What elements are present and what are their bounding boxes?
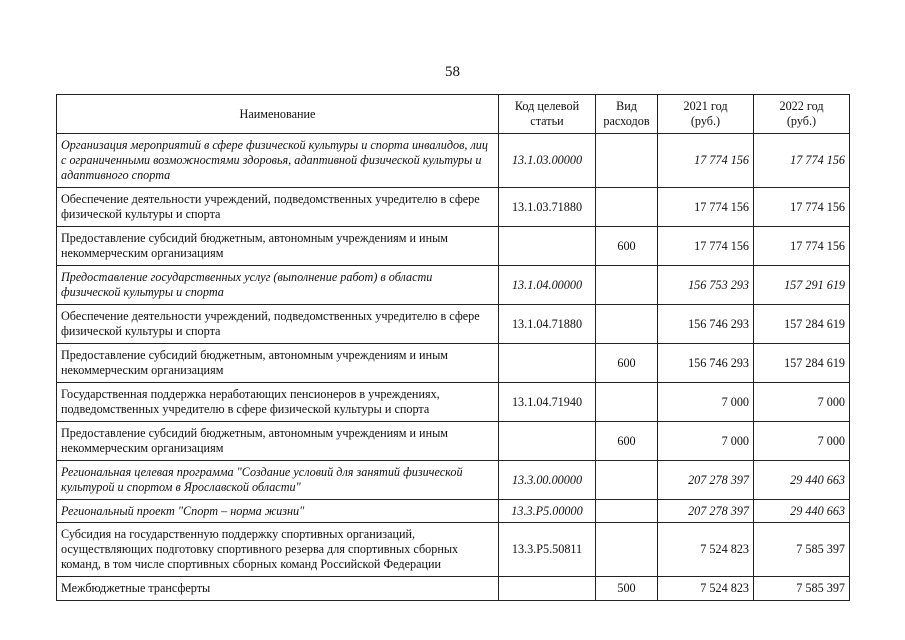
- row-code: 13.3.00.00000: [499, 461, 596, 500]
- table-row: [57, 461, 850, 500]
- row-expense-type: 600: [596, 422, 658, 461]
- row-code: 13.3.Р5.00000: [499, 500, 596, 523]
- row-code: [499, 344, 596, 383]
- row-expense-type: 600: [596, 344, 658, 383]
- row-code: [499, 577, 596, 601]
- row-2022: 157 284 619: [754, 305, 850, 344]
- row-name: Предоставление государственных услуг (выполнение работ) в области физической культуры и спорта: [57, 266, 499, 305]
- row-expense-type: [596, 305, 658, 344]
- header-row: [57, 95, 850, 134]
- table-row: [57, 344, 850, 383]
- row-expense-type: 500: [596, 577, 658, 601]
- row-code: 13.1.03.71880: [499, 188, 596, 227]
- row-2021: 7 524 823: [658, 577, 754, 601]
- row-2021: 207 278 397: [658, 461, 754, 500]
- row-code: 13.1.04.71880: [499, 305, 596, 344]
- row-name: Обеспечение деятельности учреждений, подведомственных учредителю в сфере физической культуры и спорта: [57, 188, 499, 227]
- budget-table: [56, 94, 850, 601]
- table-row: [57, 305, 850, 344]
- row-2021: 156 746 293: [658, 344, 754, 383]
- row-2022: 7 000: [754, 422, 850, 461]
- row-name: Государственная поддержка неработающих пенсионеров в учреждениях, подведомственных учредителю в сфере физической культуры и спорта: [57, 383, 499, 422]
- row-name: Межбюджетные трансферты: [57, 577, 499, 601]
- row-2021: 7 000: [658, 383, 754, 422]
- row-code: 13.3.Р5.50811: [499, 523, 596, 577]
- row-expense-type: [596, 500, 658, 523]
- row-name: Региональная целевая программа "Создание условий для занятий физической культурой и спортом в Ярославской области": [57, 461, 499, 500]
- row-2022: 157 284 619: [754, 344, 850, 383]
- row-code: 13.1.04.00000: [499, 266, 596, 305]
- table-row: [57, 500, 850, 523]
- row-name: Региональный проект "Спорт – норма жизни": [57, 500, 499, 523]
- header-expense-type: Вид расходов: [596, 95, 658, 134]
- row-name: Субсидия на государственную поддержку спортивных организаций, осуществляющих подготовку спортивного резерва для спортивных сборных команд, в том числе спортивных сборных команд Российской Федерации: [57, 523, 499, 577]
- row-expense-type: [596, 461, 658, 500]
- row-expense-type: [596, 188, 658, 227]
- table-row: [57, 523, 850, 577]
- row-name: Предоставление субсидий бюджетным, автономным учреждениям и иным некоммерческим организациям: [57, 227, 499, 266]
- row-2021: 156 746 293: [658, 305, 754, 344]
- row-2021: 156 753 293: [658, 266, 754, 305]
- header-2021: 2021 год (руб.): [658, 95, 754, 134]
- row-2022: 17 774 156: [754, 188, 850, 227]
- row-2021: 17 774 156: [658, 227, 754, 266]
- row-2022: 157 291 619: [754, 266, 850, 305]
- table-row: [57, 577, 850, 601]
- row-name: Предоставление субсидий бюджетным, автономным учреждениям и иным некоммерческим организациям: [57, 344, 499, 383]
- row-2021: 7 524 823: [658, 523, 754, 577]
- header-2022: 2022 год (руб.): [754, 95, 850, 134]
- header-code: Код целевой статьи: [499, 95, 596, 134]
- row-code: 13.1.03.00000: [499, 134, 596, 188]
- row-2022: 7 585 397: [754, 523, 850, 577]
- page-number: 58: [445, 64, 460, 80]
- row-2021: 17 774 156: [658, 134, 754, 188]
- table-row: [57, 266, 850, 305]
- row-2021: 17 774 156: [658, 188, 754, 227]
- row-2022: 29 440 663: [754, 500, 850, 523]
- row-expense-type: [596, 134, 658, 188]
- table-row: [57, 383, 850, 422]
- row-name: Обеспечение деятельности учреждений, подведомственных учредителю в сфере физической культуры и спорта: [57, 305, 499, 344]
- row-name: Предоставление субсидий бюджетным, автономным учреждениям и иным некоммерческим организациям: [57, 422, 499, 461]
- table-row: [57, 422, 850, 461]
- row-2022: 17 774 156: [754, 227, 850, 266]
- row-expense-type: [596, 266, 658, 305]
- row-expense-type: [596, 523, 658, 577]
- row-code: [499, 227, 596, 266]
- table-row: [57, 188, 850, 227]
- row-expense-type: 600: [596, 227, 658, 266]
- row-2022: 7 585 397: [754, 577, 850, 601]
- row-2022: 7 000: [754, 383, 850, 422]
- row-code: [499, 422, 596, 461]
- table-row: [57, 227, 850, 266]
- row-2021: 7 000: [658, 422, 754, 461]
- row-expense-type: [596, 383, 658, 422]
- row-code: 13.1.04.71940: [499, 383, 596, 422]
- row-2021: 207 278 397: [658, 500, 754, 523]
- row-2022: 17 774 156: [754, 134, 850, 188]
- row-name: Организация мероприятий в сфере физической культуры и спорта инвалидов, лиц с ограниченными возможностями здоровья, адаптивной физической культуры и адаптивного спорта: [57, 134, 499, 188]
- row-2022: 29 440 663: [754, 461, 850, 500]
- table-row: [57, 134, 850, 188]
- header-name: Наименование: [57, 95, 499, 134]
